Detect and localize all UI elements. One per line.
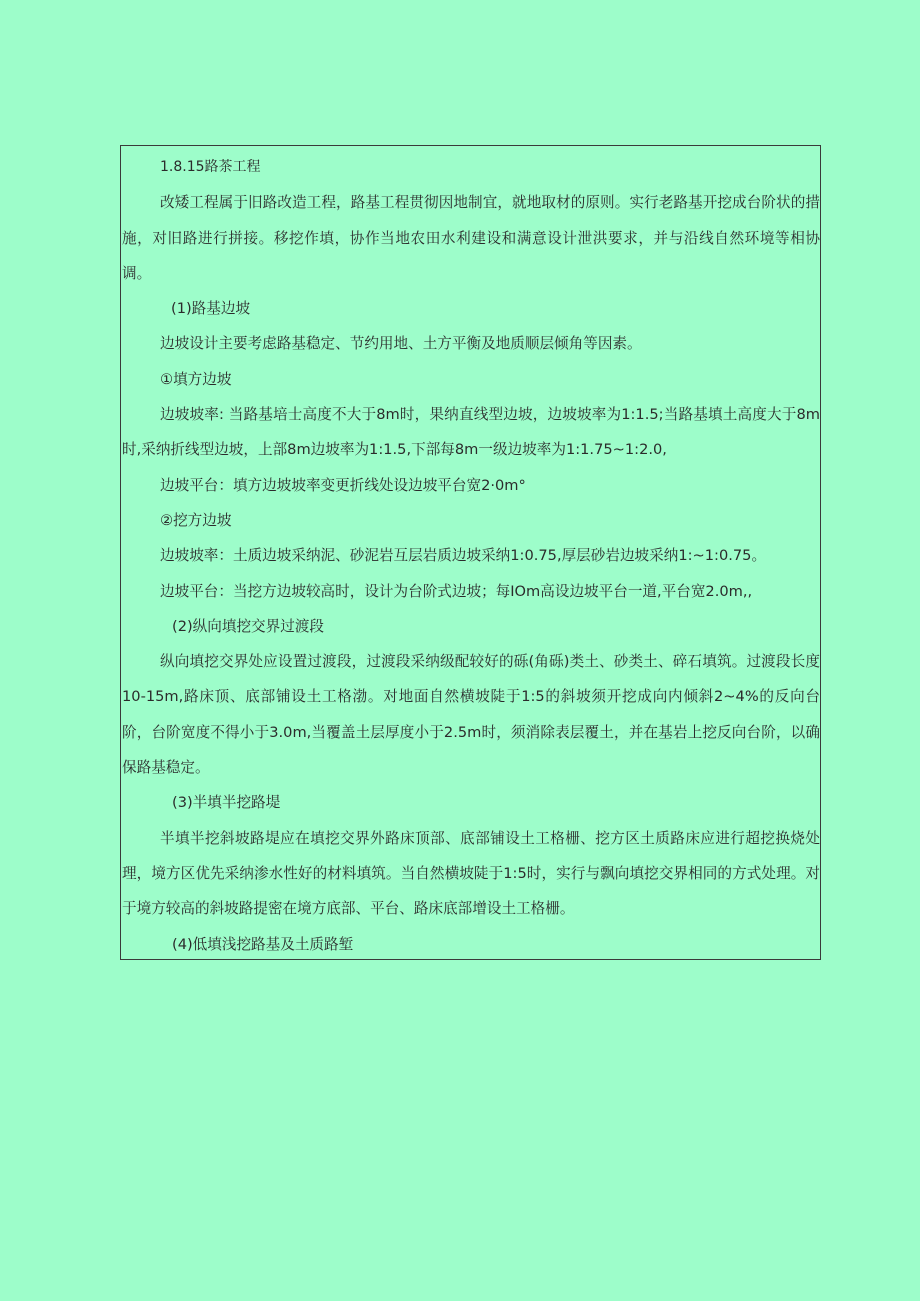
paragraph-cut-slope-platform: 边坡平台：当挖方边坡较高时，设计为台阶式边坡；每IOm高设边坡平台一道,平台宽2.0m,,	[160, 582, 753, 600]
document-body	[122, 150, 820, 962]
subheading-half-fill-half-cut: (3)半填半挖路堤	[172, 794, 281, 812]
paragraph-fill-slope-ratio: 边坡坡率: 当路基培士高度不大于8m时，果纳直线型边坡，边坡坡率为1:1.5;当路基填土高度大于8m时,采纳折线型边坡，上部8m边坡率为1:1.5,下部每8m一级边坡率为1:1.75~1:2.0,	[122, 406, 820, 459]
subheading-subgrade-slope: (1)路基边坡	[171, 300, 251, 318]
paragraph-intro: 改矮工程属于旧路改造工程，路基工程贯彻因地制宜，就地取材的原则。实行老路基开挖成台阶状的措施，对旧路进行拼接。移挖作填，协作当地农田水利建设和满意设计泄洪要求，并与沿线自然环境等相协调。	[122, 194, 820, 282]
subheading-low-fill-shallow-cut: (4)低填浅挖路基及土质路堑	[172, 935, 354, 953]
subheading-transition-section: (2)纵向填挖交界过渡段	[172, 617, 325, 635]
paragraph-transition-section: 纵向填挖交界处应设置过渡段，过渡段采纳级配较好的砾(角砾)类土、砂类土、碎石填筑。过渡段长度10-15m,路床顶、底部铺设土工格渤。对地面自然横坡陡于1:5的斜坡须开挖成向内倾斜2~4%的反向台阶，台阶宽度不得小于3.0m,当覆盖土层厚度小于2.5m时，须消除表层覆土，并在基岩上挖反向台阶，以确保路基稳定。	[122, 653, 820, 777]
subheading-fill-slope: ①填方边坡	[160, 370, 232, 388]
paragraph-cut-slope-ratio: 边坡坡率：土质边坡采纳泥、砂泥岩互层岩质边坡采纳1:0.75,厚层砂岩边坡采纳1:~1:0.75。	[160, 547, 767, 565]
section-heading: 1.8.15路茶工程	[160, 159, 261, 175]
paragraph-fill-slope-platform: 边坡平台：填方边坡坡率变更折线处设边坡平台宽2·0m°	[160, 476, 526, 494]
paragraph-half-fill-half-cut: 半填半挖斜坡路堤应在填挖交界外路床顶部、底部铺设土工格栅、挖方区土质路床应进行超挖换烧处理，境方区优先采纳渗水性好的材料填筑。当自然横坡陡于1:5时，实行与飘向填挖交界相同的方式处理。对于境方较高的斜坡路提密在境方底部、平台、路床底部增设土工格栅。	[122, 829, 820, 918]
paragraph-slope-design: 边坡设计主要考虑路基稳定、节约用地、土方平衡及地质顺层倾角等因素。	[160, 335, 642, 353]
subheading-cut-slope: ②挖方边坡	[160, 511, 232, 529]
